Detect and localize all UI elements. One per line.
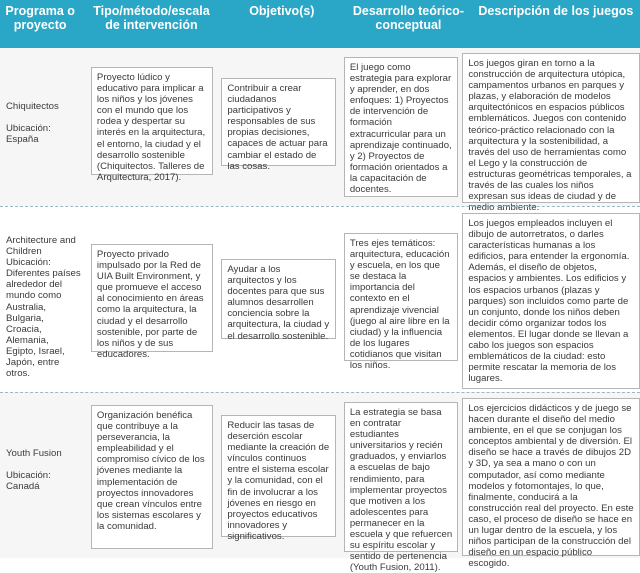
- type-cell: Proyecto privado impulsado por la Red de UIA Built Environment, y que promueve el acceso al conocimiento en áreas como la arquitectura, la ciudad y el desarrollo sostenible, por parte de los niños y de sus educadores.: [91, 244, 213, 352]
- type-cell: Organización benéfica que contribuye a la perseverancia, la empleabilidad y el compromiso cívico de los jóvenes mediante la implementación de proyectos innovadores que crean vínculos entre los sistemas escolares y la comunidad.: [91, 405, 213, 549]
- program-location: Ubicación: Canadá: [6, 470, 51, 493]
- header-objective: Objetivo(s): [249, 4, 315, 18]
- program-name: Youth Fusion: [6, 448, 62, 459]
- objective-cell: Contribuir a crear ciudadanos participativos y responsables de sus propias decisiones, capaces de actuar para cambiar el estado de las cosas.: [221, 78, 336, 166]
- description-cell: Los juegos giran en torno a la construcción de arquitectura utópica, campamentos urbanos en parques y plazas, y elaboración de modelos arquitectónicos en espacios públicos emblemáticos. Juegos con contenido teórico-práctico relacionado con la arquitectura y la sostenibilidad, a través del uso de herramientas como el Lego y la construcción de estructuras geométricas temporales, a través de las cuales los niños expresan sus ideas de ciudad y de medio ambiente.: [462, 53, 640, 203]
- objective-cell: Reducir las tasas de deserción escolar mediante la creación de vínculos continuos entre el sistema escolar y la comunidad, con el fin de involucrar a los jóvenes en riesgo en proyectos educativos innovadores y significativos.: [221, 415, 336, 537]
- theory-cell: El juego como estrategia para explorar y aprender, en dos enfoques: 1) Proyectos de intervención de formación extracurricular para un aprendizaje continuado, y 2) Proyectos de formación orientados a la capacitación de docentes.: [344, 57, 459, 197]
- header-description: Descripción de los juegos: [478, 4, 634, 18]
- theory-cell: Tres ejes temáticos: arquitectura, educación y escuela, en los que se destaca la importancia del contexto en el aprendizaje vivencial (juego al aire libre en la ciudad) y la influencia de los lugares cotidianos que visitan los niños.: [344, 233, 459, 361]
- description-cell: Los ejercicios didácticos y de juego se hacen durante el diseño del medio ambiente, en el que se conjugan los conceptos ambiental y de diversión. El diseño se hace a través de dibujos 2D y 3D, ya sea a mano o con un computador, así como mediante modelos y fotomontajes, lo que, finalmente, conducirá a la construcción real del proyecto. En este caso, el proceso de diseño se hace en un lugar dentro de la escuela, y los niños participan de la construcción del diseño en un espacio público escogido.: [462, 398, 640, 556]
- type-cell: Proyecto lúdico y educativo para implicar a los niños y los jóvenes con el mundo que los rodea y despertar su interés en la arquitectura, el entorno, la ciudad y el desarrollo sostenible (Chiquitectos. Talleres de Arquitectura, 2017).: [91, 67, 213, 175]
- program-location: Ubicación: España: [6, 123, 51, 146]
- program-name: Architecture and Children: [6, 235, 76, 258]
- program-location: Ubicación: Diferentes países alrededor del mundo como Australia, Bulgaria, Croacia, Alemania, Egipto, Israel, Japón, entre otros.: [6, 257, 81, 380]
- table-row: [0, 48, 640, 214]
- program-name: Chiquitectos: [6, 101, 59, 112]
- description-cell: Los juegos empleados incluyen el dibujo de autorretratos, o darles características humanas a los edificios, para entender la ergonomía. Además, el diseño de objetos, espacios y ambientes. Los edificios y los espacios urbanos (plazas y parques) son incluidos como parte de un conjunto, donde los niños deben decidir cómo organizar todos los elementos. El lugar donde se llevan a cabo los juegos son espacios emblemáticos de la ciudad: esto permite rescatar la memoria de los lugares.: [462, 213, 640, 389]
- objective-cell: Ayudar a los arquitectos y los docentes para que sus alumnos desarrollen conciencia sobre la arquitectura, la ciudad y el desarrollo sostenible.: [221, 259, 336, 339]
- header-type: Tipo/método/escala de intervención: [93, 4, 210, 32]
- header-theory: Desarrollo teórico-conceptual: [352, 4, 464, 32]
- table-row: [0, 206, 640, 392]
- header-program: Programa o proyecto: [5, 4, 75, 32]
- theory-cell: La estrategia se basa en contratar estudiantes universitarios y recién graduados, y enviarlos a escuelas de bajo rendimiento, para implementar proyectos que motiven a los adolescentes para permanecer en la escuela y que refuercen su espíritu escolar y sentido de pertenencia (Youth Fusion, 2011).: [344, 402, 459, 552]
- table-header: [0, 0, 640, 48]
- table-row: [0, 392, 640, 573]
